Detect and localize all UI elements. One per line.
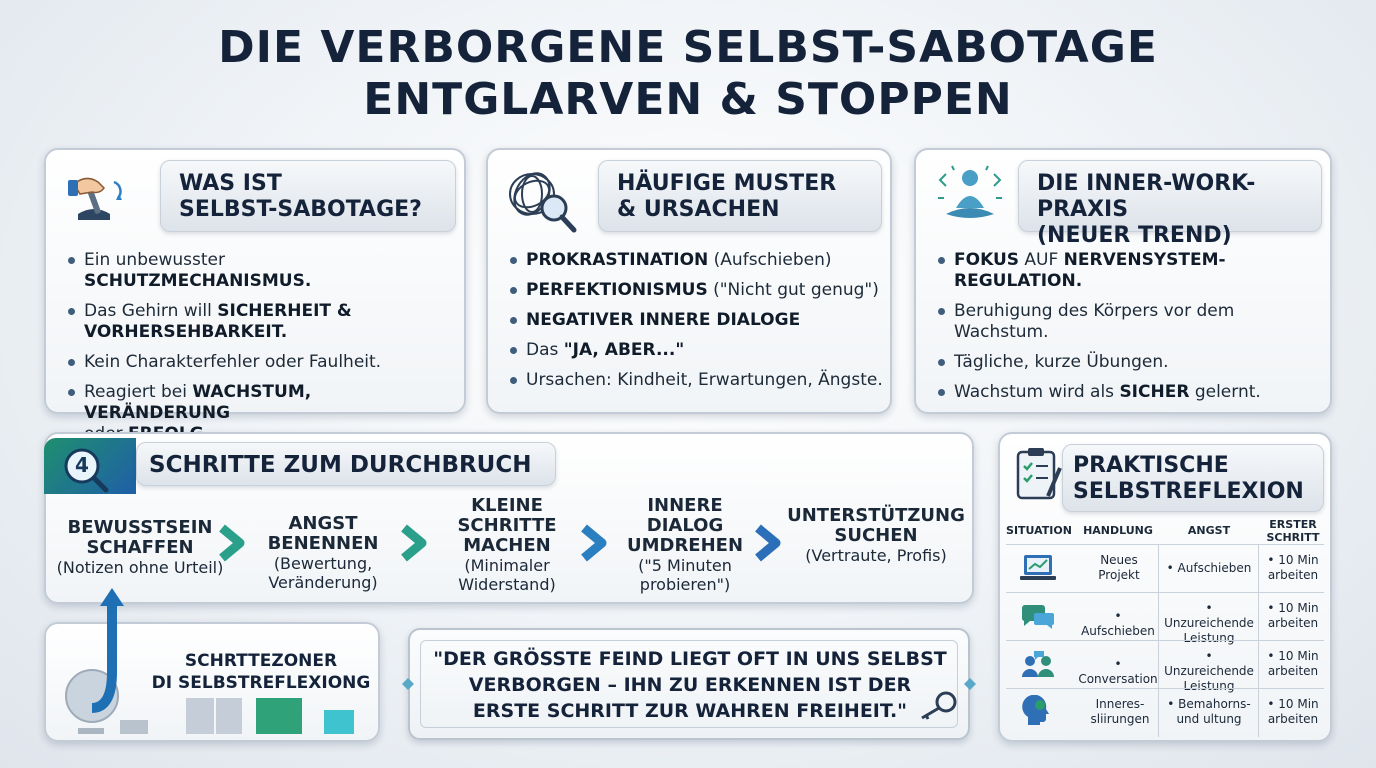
zone-bar <box>120 720 148 734</box>
table-header: HANDLUNG <box>1083 524 1153 537</box>
card-inner-work <box>914 148 1332 414</box>
table-header: ANGST <box>1187 524 1231 537</box>
list-item: PROKRASTINATION (Aufschieben) <box>508 250 888 271</box>
page-title <box>0 22 1376 126</box>
card-muster-heading: HÄUFIGE MUSTER & URSACHEN <box>598 160 882 232</box>
steps-heading: SCHRITTE ZUM DURCHBRUCH <box>136 442 556 486</box>
card-was-ist-list <box>66 250 456 454</box>
title-line-1: DIE VERBORGENE SELBST-SABOTAGE <box>218 22 1158 73</box>
card-inner-work-heading: DIE INNER-WORK-PRAXIS (NEUER TREND) <box>1018 160 1322 232</box>
card-inner-work-list <box>936 250 1328 412</box>
clipboard-icon <box>1014 446 1066 502</box>
table-header: ERSTER SCHRITT <box>1266 518 1320 544</box>
step-3: KLEINE SCHRITTE MACHEN (Minimaler Widerstand) <box>457 495 557 594</box>
list-item: Tägliche, kurze Übungen. <box>936 352 1328 373</box>
reflexion-heading: PRAKTISCHE SELBSTREFLEXION <box>1062 444 1324 512</box>
zone-bar <box>324 710 354 734</box>
step-count-number: 4 <box>75 453 89 477</box>
hand-lever-icon <box>64 164 128 228</box>
zone-bar <box>186 698 214 734</box>
list-item: Ursachen: Kindheit, Erwartungen, Ängste. <box>508 370 888 391</box>
quote-box <box>408 628 970 740</box>
tangled-magnifier-icon <box>502 164 582 234</box>
step-5: UNTERSTÜTZUNG SUCHEN (Vertraute, Profis) <box>787 505 965 565</box>
step-4: INNERE DIALOG UMDREHEN ("5 Minuten probieren") <box>626 495 744 594</box>
diamond-icon <box>964 678 976 690</box>
card-was-ist <box>44 148 466 423</box>
table-row: • Aufschieben • Unzureichende Leistung • 10 Min arbeiten <box>1006 592 1324 640</box>
list-item: FOKUS AUF NERVENSYSTEM-REGULATION. <box>936 250 1328 292</box>
card-zone <box>44 622 380 742</box>
diamond-icon <box>402 678 414 690</box>
list-item: Kein Charakterfehler oder Faulheit. <box>66 352 456 373</box>
list-item: Beruhigung des Körpers vor dem Wachstum. <box>936 301 1328 343</box>
title-line-2: ENTGLARVEN & STOPPEN <box>363 74 1013 125</box>
card-muster <box>486 148 892 414</box>
card-was-ist-heading: WAS IST SELBST-SABOTAGE? <box>160 160 456 232</box>
growth-arrow-icon <box>58 580 158 730</box>
people-talk-icon <box>1020 649 1056 679</box>
laptop-chart-icon <box>1020 553 1056 583</box>
list-item: Reagiert bei WACHSTUM, VERÄNDERUNG <box>66 382 456 445</box>
step-1: BEWUSSTSEIN SCHAFFEN (Notizen ohne Urteil) <box>56 517 224 577</box>
list-item: PERFEKTIONISMUS ("Nicht gut genug") <box>508 280 888 301</box>
step-count-badge <box>44 438 136 494</box>
key-icon <box>918 690 958 720</box>
list-item: NEGATIVER INNERE DIALOGE <box>508 310 888 331</box>
zone-bar <box>216 698 242 734</box>
step-2: ANGST BENENNEN (Bewertung, Veränderung) <box>267 513 379 592</box>
table-row: Neues Projekt • Aufschieben • 10 Min arbeiten <box>1006 544 1324 592</box>
card-muster-list <box>508 250 888 400</box>
table-header: SITUATION <box>1006 524 1072 537</box>
zone-label: SCHRTTEZONER DI SELBSTREFLEXIONG <box>151 651 371 693</box>
quote-text: "DER GRÖSSTE FEIND LIEGT OFT IN UNS SELBST VERBORGEN – IHN ZU ERKENNEN IST DER ERSTE SCHRITT ZUR WAHREN FREIHEIT." <box>433 648 947 722</box>
chat-bubbles-icon <box>1020 601 1056 631</box>
list-item: Ein unbewusster SCHUTZMECHANISMUS. <box>66 250 456 292</box>
list-item: Das "JA, ABER..." <box>508 340 888 361</box>
list-item: Das Gehirn will SICHERHEIT & VORHERSEHBARKEIT. <box>66 301 456 343</box>
head-idea-icon <box>1020 695 1056 727</box>
list-item: Wachstum wird als SICHER gelernt. <box>936 382 1328 403</box>
zone-bar <box>78 728 104 734</box>
meditation-icon <box>932 162 1008 232</box>
table-row: • Conversation • Unzureichende Leistung • 10 Min arbeiten <box>1006 640 1324 688</box>
table-row: Inneres-sliirungen • Bemahorns-und ultung • 10 Min arbeiten <box>1006 688 1324 736</box>
zone-bar <box>256 698 302 734</box>
